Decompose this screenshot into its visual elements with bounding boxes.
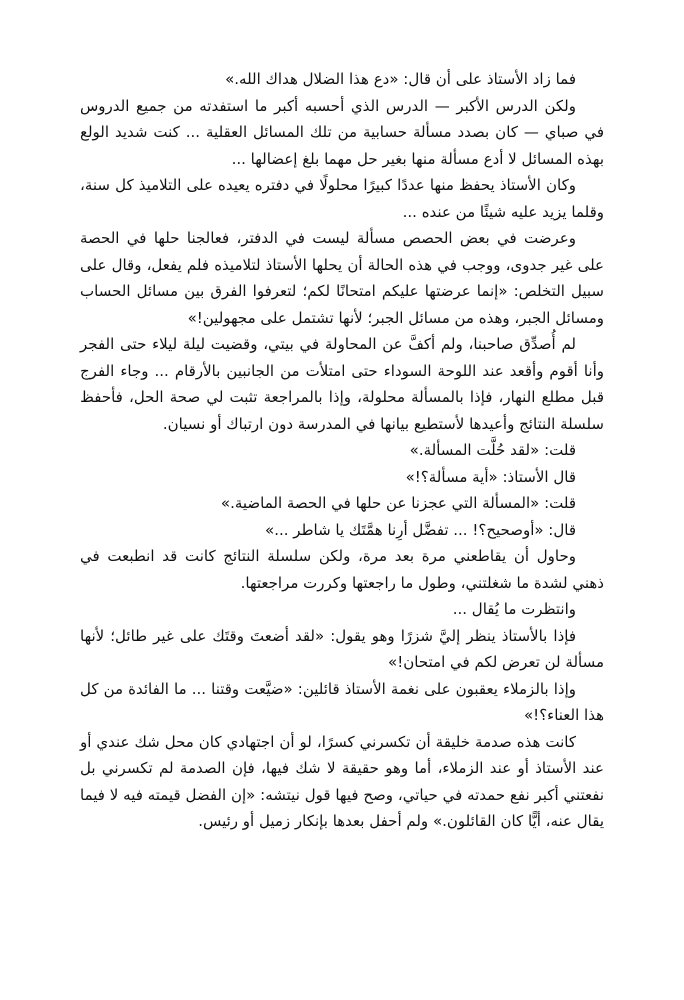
paragraph: كانت هذه صدمة خليقة أن تكسرني كسرًا، لو أن اجتهادي كان محل شك عندي أو عند الأستاذ أو عند الزملاء، أما وهو حقيقة لا شك فيها، فإن الصدمة لم تكسرني بل نفعتني أكبر نفع حمدته في حياتي، وصح فيها قول نيتشه: «إن الفضل قيمته فيه لا فيما يقال عنه، أيًّا كان القائلون.» ولم أحفل بعدها بإنكار زميل أو رئيس. — [80, 732, 604, 830]
paragraph: لم أُصدِّق صاحبنا، ولم أكفَّ عن المحاولة في بيتي، وقضيت ليلة ليلاء حتى الفجر وأنا أقوم وأقعد عند اللوحة السوداء حتى امتلأت من الجانبين بالأرقام ... وجاء الفرج قبل مطلع النهار، فإذا بالمسألة محلولة، وإذا بالمراجعة تثبت لي صحة الحل، فأحفظ سلسلة النتائج وأعيدها لأستطيع بيانها في المدرسة دون ارتباك أو نسيان. — [80, 335, 604, 433]
dialogue-line: قال الأستاذ: «أية مسألة؟!» — [405, 467, 576, 486]
paragraph: وحاول أن يقاطعني مرة بعد مرة، ولكن سلسلة النتائج كانت قد انطبعت في ذهني لشدة ما شغلتني، وطول ما راجعتها وكررت مراجعتها. — [80, 547, 604, 592]
dialogue-line: قلت: «لقد حُلَّت المسألة.» — [409, 441, 576, 459]
paragraph: ولكن الدرس الأكبر — الدرس الذي أحسبه أكبر ما استفدته من جميع الدروس في صباي — كان بصدد مسألة حسابية من تلك المسائل العقلية ... كنت شديد الولع بهذه المسائل لا أدع مسألة منها بغير حل مهما بلغ إعضالها ... — [80, 96, 604, 168]
document-page — [80, 66, 604, 1000]
paragraph: وعرضت في بعض الحصص مسألة ليست في الدفتر، فعالجنا حلها في الحصة على غير جدوى، ووجب في هذه الحالة أن يحلها الأستاذ لتلاميذه فلم يفعل، وقال على سبيل التخلص: «إنما عرضتها عليكم امتحانًا لكم؛ لتعرفوا الفرق بين مسائل الحساب ومسائل الجبر، وهذه من مسائل الجبر؛ لأنها تشتمل على مجهولين!» — [80, 229, 604, 327]
paragraph: وكان الأستاذ يحفظ منها عددًا كبيرًا محلولًا في دفتره يعيده على التلاميذ كل سنة، وقلما يزيد عليه شيئًا من عنده ... — [80, 176, 604, 221]
paragraph: فما زاد الأستاذ على أن قال: «دع هذا الضلال هداك الله.» — [225, 70, 576, 88]
paragraph: وانتظرت ما يُقال ... — [452, 600, 576, 618]
dialogue-line: قلت: «المسألة التي عجزنا عن حلها في الحصة الماضية.» — [220, 494, 576, 512]
paragraph: وإذا بالزملاء يعقبون على نغمة الأستاذ قائلين: «ضيَّعت وقتنا ... ما الفائدة من كل هذا العناء؟!» — [80, 679, 604, 724]
dialogue-line: قال: «أوصحيح؟! ... تفضَّل أرِنا همَّتَك يا شاطر ...» — [265, 520, 576, 539]
paragraph: فإذا بالأستاذ ينظر إليَّ شزرًا وهو يقول: «لقد أضعتَ وقتَك على غير طائل؛ لأنها مسألة لن تعرض لكم في امتحان!» — [80, 626, 604, 671]
